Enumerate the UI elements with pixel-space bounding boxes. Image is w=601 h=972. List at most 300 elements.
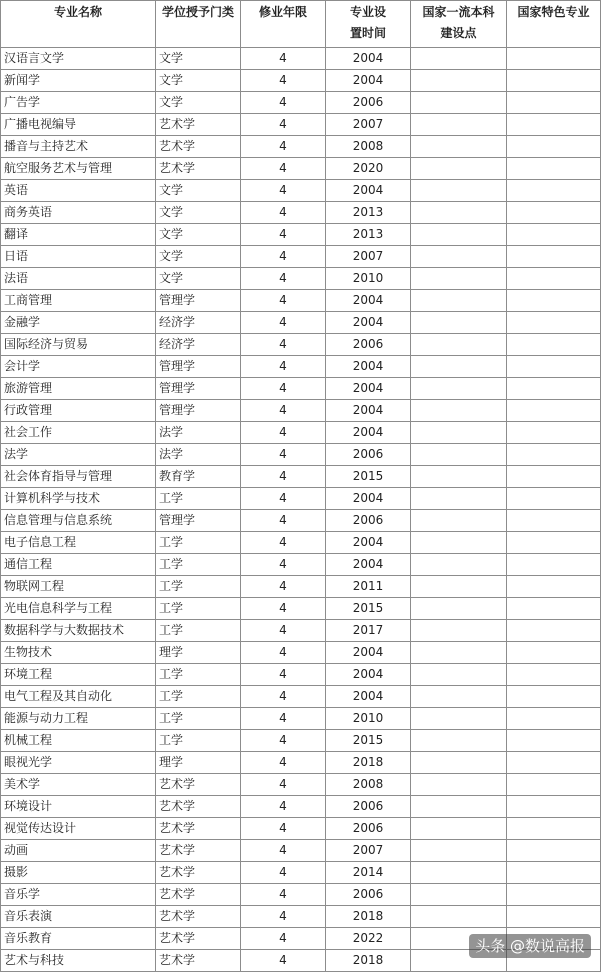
table-row: [1, 422, 601, 444]
established-year-cell: 2017: [326, 620, 411, 642]
first-class-cell: [411, 312, 507, 334]
table-row: [1, 510, 601, 532]
table-row: [1, 224, 601, 246]
featured-major-cell: [507, 532, 601, 554]
major-name-cell: 摄影: [1, 862, 156, 884]
degree-category-cell: 艺术学: [156, 796, 241, 818]
degree-category-cell: 艺术学: [156, 114, 241, 136]
table-body: [1, 48, 601, 972]
major-name-cell: 艺术与科技: [1, 950, 156, 972]
established-year-cell: 2004: [326, 378, 411, 400]
study-years-cell: 4: [241, 48, 326, 70]
study-years-cell: 4: [241, 510, 326, 532]
degree-category-cell: 艺术学: [156, 928, 241, 950]
study-years-cell: 4: [241, 730, 326, 752]
study-years-cell: 4: [241, 400, 326, 422]
featured-major-cell: [507, 312, 601, 334]
study-years-cell: 4: [241, 290, 326, 312]
table-row: [1, 400, 601, 422]
degree-category-cell: 理学: [156, 752, 241, 774]
degree-category-cell: 工学: [156, 598, 241, 620]
established-year-cell: 2004: [326, 686, 411, 708]
first-class-cell: [411, 136, 507, 158]
major-name-cell: 播音与主持艺术: [1, 136, 156, 158]
established-year-cell: 2010: [326, 708, 411, 730]
degree-category-cell: 艺术学: [156, 884, 241, 906]
established-year-cell: 2006: [326, 796, 411, 818]
major-name-cell: 汉语言文学: [1, 48, 156, 70]
degree-category-cell: 管理学: [156, 400, 241, 422]
major-name-cell: 环境工程: [1, 664, 156, 686]
major-name-cell: 广告学: [1, 92, 156, 114]
first-class-cell: [411, 224, 507, 246]
table-row: [1, 378, 601, 400]
degree-category-cell: 经济学: [156, 312, 241, 334]
major-name-cell: 美术学: [1, 774, 156, 796]
header-first-class-line1: 国家一流本科: [422, 5, 495, 19]
table-row: [1, 554, 601, 576]
first-class-cell: [411, 906, 507, 928]
first-class-cell: [411, 180, 507, 202]
first-class-cell: [411, 202, 507, 224]
study-years-cell: 4: [241, 906, 326, 928]
major-name-cell: 眼视光学: [1, 752, 156, 774]
degree-category-cell: 工学: [156, 554, 241, 576]
established-year-cell: 2004: [326, 664, 411, 686]
major-name-cell: 社会体育指导与管理: [1, 466, 156, 488]
table-row: [1, 840, 601, 862]
first-class-cell: [411, 70, 507, 92]
featured-major-cell: [507, 334, 601, 356]
degree-category-cell: 文学: [156, 70, 241, 92]
table-row: [1, 532, 601, 554]
first-class-cell: [411, 158, 507, 180]
first-class-cell: [411, 576, 507, 598]
first-class-cell: [411, 246, 507, 268]
established-year-cell: 2004: [326, 290, 411, 312]
degree-category-cell: 文学: [156, 180, 241, 202]
major-name-cell: 日语: [1, 246, 156, 268]
major-name-cell: 社会工作: [1, 422, 156, 444]
degree-category-cell: 艺术学: [156, 136, 241, 158]
established-year-cell: 2006: [326, 444, 411, 466]
table-row: [1, 708, 601, 730]
degree-category-cell: 管理学: [156, 378, 241, 400]
established-year-cell: 2018: [326, 752, 411, 774]
first-class-cell: [411, 708, 507, 730]
study-years-cell: 4: [241, 312, 326, 334]
study-years-cell: 4: [241, 488, 326, 510]
study-years-cell: 4: [241, 620, 326, 642]
major-name-cell: 航空服务艺术与管理: [1, 158, 156, 180]
major-name-cell: 金融学: [1, 312, 156, 334]
degree-category-cell: 理学: [156, 642, 241, 664]
watermark: 头条 @数说高报: [469, 934, 591, 958]
established-year-cell: 2004: [326, 48, 411, 70]
established-year-cell: 2015: [326, 730, 411, 752]
established-year-cell: 2010: [326, 268, 411, 290]
featured-major-cell: [507, 224, 601, 246]
table-row: [1, 92, 601, 114]
featured-major-cell: [507, 620, 601, 642]
header-featured-major: 国家特色专业: [507, 1, 601, 48]
first-class-cell: [411, 730, 507, 752]
first-class-cell: [411, 532, 507, 554]
study-years-cell: 4: [241, 950, 326, 972]
study-years-cell: 4: [241, 664, 326, 686]
established-year-cell: 2004: [326, 642, 411, 664]
established-year-cell: 2006: [326, 334, 411, 356]
header-established-line2: 置时间: [349, 26, 386, 40]
study-years-cell: 4: [241, 356, 326, 378]
first-class-cell: [411, 642, 507, 664]
degree-category-cell: 工学: [156, 708, 241, 730]
table-row: [1, 356, 601, 378]
first-class-cell: [411, 664, 507, 686]
established-year-cell: 2004: [326, 488, 411, 510]
established-year-cell: 2020: [326, 158, 411, 180]
table-row: [1, 576, 601, 598]
degree-category-cell: 法学: [156, 422, 241, 444]
established-year-cell: 2013: [326, 202, 411, 224]
degree-category-cell: 文学: [156, 92, 241, 114]
degree-category-cell: 艺术学: [156, 774, 241, 796]
featured-major-cell: [507, 488, 601, 510]
table-row: [1, 884, 601, 906]
study-years-cell: 4: [241, 686, 326, 708]
first-class-cell: [411, 620, 507, 642]
featured-major-cell: [507, 840, 601, 862]
table-row: [1, 818, 601, 840]
established-year-cell: 2004: [326, 554, 411, 576]
study-years-cell: 4: [241, 378, 326, 400]
degree-category-cell: 工学: [156, 686, 241, 708]
study-years-cell: 4: [241, 114, 326, 136]
established-year-cell: 2006: [326, 92, 411, 114]
table-row: [1, 774, 601, 796]
study-years-cell: 4: [241, 554, 326, 576]
featured-major-cell: [507, 576, 601, 598]
major-name-cell: 国际经济与贸易: [1, 334, 156, 356]
degree-category-cell: 艺术学: [156, 862, 241, 884]
first-class-cell: [411, 268, 507, 290]
established-year-cell: 2015: [326, 466, 411, 488]
first-class-cell: [411, 796, 507, 818]
major-name-cell: 动画: [1, 840, 156, 862]
study-years-cell: 4: [241, 774, 326, 796]
degree-category-cell: 管理学: [156, 510, 241, 532]
study-years-cell: 4: [241, 598, 326, 620]
major-name-cell: 机械工程: [1, 730, 156, 752]
study-years-cell: 4: [241, 576, 326, 598]
table-row: [1, 48, 601, 70]
first-class-cell: [411, 818, 507, 840]
established-year-cell: 2004: [326, 312, 411, 334]
study-years-cell: 4: [241, 158, 326, 180]
major-name-cell: 会计学: [1, 356, 156, 378]
degree-category-cell: 艺术学: [156, 818, 241, 840]
study-years-cell: 4: [241, 444, 326, 466]
featured-major-cell: [507, 774, 601, 796]
study-years-cell: 4: [241, 840, 326, 862]
featured-major-cell: [507, 642, 601, 664]
first-class-cell: [411, 400, 507, 422]
study-years-cell: 4: [241, 70, 326, 92]
table-row: [1, 642, 601, 664]
major-name-cell: 广播电视编导: [1, 114, 156, 136]
major-name-cell: 法学: [1, 444, 156, 466]
major-name-cell: 音乐教育: [1, 928, 156, 950]
featured-major-cell: [507, 378, 601, 400]
featured-major-cell: [507, 862, 601, 884]
established-year-cell: 2004: [326, 180, 411, 202]
degree-category-cell: 艺术学: [156, 158, 241, 180]
header-first-class: [411, 1, 507, 48]
degree-category-cell: 艺术学: [156, 906, 241, 928]
established-year-cell: 2004: [326, 532, 411, 554]
first-class-cell: [411, 488, 507, 510]
degree-category-cell: 管理学: [156, 290, 241, 312]
study-years-cell: 4: [241, 532, 326, 554]
featured-major-cell: [507, 796, 601, 818]
table-row: [1, 202, 601, 224]
table-row: [1, 246, 601, 268]
established-year-cell: 2007: [326, 246, 411, 268]
featured-major-cell: [507, 202, 601, 224]
major-name-cell: 电气工程及其自动化: [1, 686, 156, 708]
featured-major-cell: [507, 818, 601, 840]
first-class-cell: [411, 884, 507, 906]
major-name-cell: 信息管理与信息系统: [1, 510, 156, 532]
header-established-time: [326, 1, 411, 48]
first-class-cell: [411, 356, 507, 378]
study-years-cell: 4: [241, 884, 326, 906]
established-year-cell: 2008: [326, 136, 411, 158]
featured-major-cell: [507, 290, 601, 312]
first-class-cell: [411, 92, 507, 114]
table-row: [1, 158, 601, 180]
featured-major-cell: [507, 708, 601, 730]
degree-category-cell: 管理学: [156, 356, 241, 378]
major-name-cell: 能源与动力工程: [1, 708, 156, 730]
first-class-cell: [411, 840, 507, 862]
study-years-cell: 4: [241, 642, 326, 664]
study-years-cell: 4: [241, 752, 326, 774]
table-row: [1, 620, 601, 642]
header-degree-category: 学位授予门类: [156, 1, 241, 48]
major-name-cell: 商务英语: [1, 202, 156, 224]
featured-major-cell: [507, 246, 601, 268]
established-year-cell: 2014: [326, 862, 411, 884]
featured-major-cell: [507, 400, 601, 422]
table-row: [1, 686, 601, 708]
study-years-cell: 4: [241, 422, 326, 444]
first-class-cell: [411, 510, 507, 532]
header-major-name: 专业名称: [1, 1, 156, 48]
study-years-cell: 4: [241, 862, 326, 884]
featured-major-cell: [507, 444, 601, 466]
table-row: [1, 752, 601, 774]
first-class-cell: [411, 862, 507, 884]
degree-category-cell: 文学: [156, 224, 241, 246]
featured-major-cell: [507, 686, 601, 708]
established-year-cell: 2004: [326, 400, 411, 422]
established-year-cell: 2008: [326, 774, 411, 796]
degree-category-cell: 文学: [156, 48, 241, 70]
major-name-cell: 新闻学: [1, 70, 156, 92]
established-year-cell: 2007: [326, 114, 411, 136]
table-row: [1, 796, 601, 818]
study-years-cell: 4: [241, 818, 326, 840]
degree-category-cell: 文学: [156, 202, 241, 224]
major-name-cell: 音乐学: [1, 884, 156, 906]
degree-category-cell: 工学: [156, 532, 241, 554]
featured-major-cell: [507, 70, 601, 92]
established-year-cell: 2004: [326, 70, 411, 92]
major-name-cell: 音乐表演: [1, 906, 156, 928]
featured-major-cell: [507, 268, 601, 290]
established-year-cell: 2006: [326, 884, 411, 906]
first-class-cell: [411, 598, 507, 620]
first-class-cell: [411, 774, 507, 796]
major-name-cell: 行政管理: [1, 400, 156, 422]
first-class-cell: [411, 422, 507, 444]
major-name-cell: 生物技术: [1, 642, 156, 664]
featured-major-cell: [507, 48, 601, 70]
table-row: [1, 444, 601, 466]
degree-category-cell: 工学: [156, 664, 241, 686]
established-year-cell: 2013: [326, 224, 411, 246]
study-years-cell: 4: [241, 180, 326, 202]
table-row: [1, 906, 601, 928]
featured-major-cell: [507, 906, 601, 928]
degree-category-cell: 艺术学: [156, 950, 241, 972]
featured-major-cell: [507, 752, 601, 774]
established-year-cell: 2006: [326, 510, 411, 532]
first-class-cell: [411, 290, 507, 312]
table-row: [1, 466, 601, 488]
study-years-cell: 4: [241, 268, 326, 290]
featured-major-cell: [507, 180, 601, 202]
major-name-cell: 数据科学与大数据技术: [1, 620, 156, 642]
major-name-cell: 视觉传达设计: [1, 818, 156, 840]
header-study-years: 修业年限: [241, 1, 326, 48]
featured-major-cell: [507, 158, 601, 180]
established-year-cell: 2006: [326, 818, 411, 840]
major-name-cell: 物联网工程: [1, 576, 156, 598]
featured-major-cell: [507, 356, 601, 378]
featured-major-cell: [507, 730, 601, 752]
featured-major-cell: [507, 554, 601, 576]
table-row: [1, 268, 601, 290]
first-class-cell: [411, 378, 507, 400]
major-name-cell: 光电信息科学与工程: [1, 598, 156, 620]
major-name-cell: 计算机科学与技术: [1, 488, 156, 510]
established-year-cell: 2004: [326, 422, 411, 444]
featured-major-cell: [507, 510, 601, 532]
featured-major-cell: [507, 114, 601, 136]
degree-category-cell: 工学: [156, 730, 241, 752]
table-row: [1, 180, 601, 202]
degree-category-cell: 文学: [156, 246, 241, 268]
table-row: [1, 290, 601, 312]
major-name-cell: 法语: [1, 268, 156, 290]
table-header: [1, 1, 601, 48]
first-class-cell: [411, 752, 507, 774]
study-years-cell: 4: [241, 202, 326, 224]
table-row: [1, 114, 601, 136]
featured-major-cell: [507, 466, 601, 488]
first-class-cell: [411, 686, 507, 708]
study-years-cell: 4: [241, 796, 326, 818]
first-class-cell: [411, 114, 507, 136]
degree-category-cell: 工学: [156, 488, 241, 510]
major-name-cell: 环境设计: [1, 796, 156, 818]
established-year-cell: 2004: [326, 356, 411, 378]
first-class-cell: [411, 444, 507, 466]
study-years-cell: 4: [241, 708, 326, 730]
featured-major-cell: [507, 422, 601, 444]
established-year-cell: 2022: [326, 928, 411, 950]
table-row: [1, 70, 601, 92]
major-name-cell: 翻译: [1, 224, 156, 246]
study-years-cell: 4: [241, 334, 326, 356]
established-year-cell: 2015: [326, 598, 411, 620]
table-row: [1, 312, 601, 334]
first-class-cell: [411, 334, 507, 356]
study-years-cell: 4: [241, 92, 326, 114]
major-name-cell: 通信工程: [1, 554, 156, 576]
established-year-cell: 2011: [326, 576, 411, 598]
header-row: [1, 1, 601, 48]
study-years-cell: 4: [241, 466, 326, 488]
degree-category-cell: 文学: [156, 268, 241, 290]
table-row: [1, 664, 601, 686]
established-year-cell: 2018: [326, 950, 411, 972]
first-class-cell: [411, 554, 507, 576]
study-years-cell: 4: [241, 246, 326, 268]
major-name-cell: 旅游管理: [1, 378, 156, 400]
established-year-cell: 2007: [326, 840, 411, 862]
degree-category-cell: 工学: [156, 620, 241, 642]
degree-category-cell: 法学: [156, 444, 241, 466]
featured-major-cell: [507, 884, 601, 906]
header-first-class-line2: 建设点: [440, 26, 477, 40]
study-years-cell: 4: [241, 928, 326, 950]
featured-major-cell: [507, 598, 601, 620]
first-class-cell: [411, 466, 507, 488]
major-name-cell: 工商管理: [1, 290, 156, 312]
first-class-cell: [411, 48, 507, 70]
table-row: [1, 136, 601, 158]
degree-category-cell: 工学: [156, 576, 241, 598]
featured-major-cell: [507, 136, 601, 158]
table-row: [1, 730, 601, 752]
degree-category-cell: 教育学: [156, 466, 241, 488]
established-year-cell: 2018: [326, 906, 411, 928]
header-established-line1: 专业设: [349, 5, 386, 19]
study-years-cell: 4: [241, 136, 326, 158]
major-name-cell: 英语: [1, 180, 156, 202]
featured-major-cell: [507, 92, 601, 114]
table-row: [1, 862, 601, 884]
table-row: [1, 334, 601, 356]
major-name-cell: 电子信息工程: [1, 532, 156, 554]
study-years-cell: 4: [241, 224, 326, 246]
featured-major-cell: [507, 664, 601, 686]
degree-category-cell: 经济学: [156, 334, 241, 356]
table-row: [1, 598, 601, 620]
